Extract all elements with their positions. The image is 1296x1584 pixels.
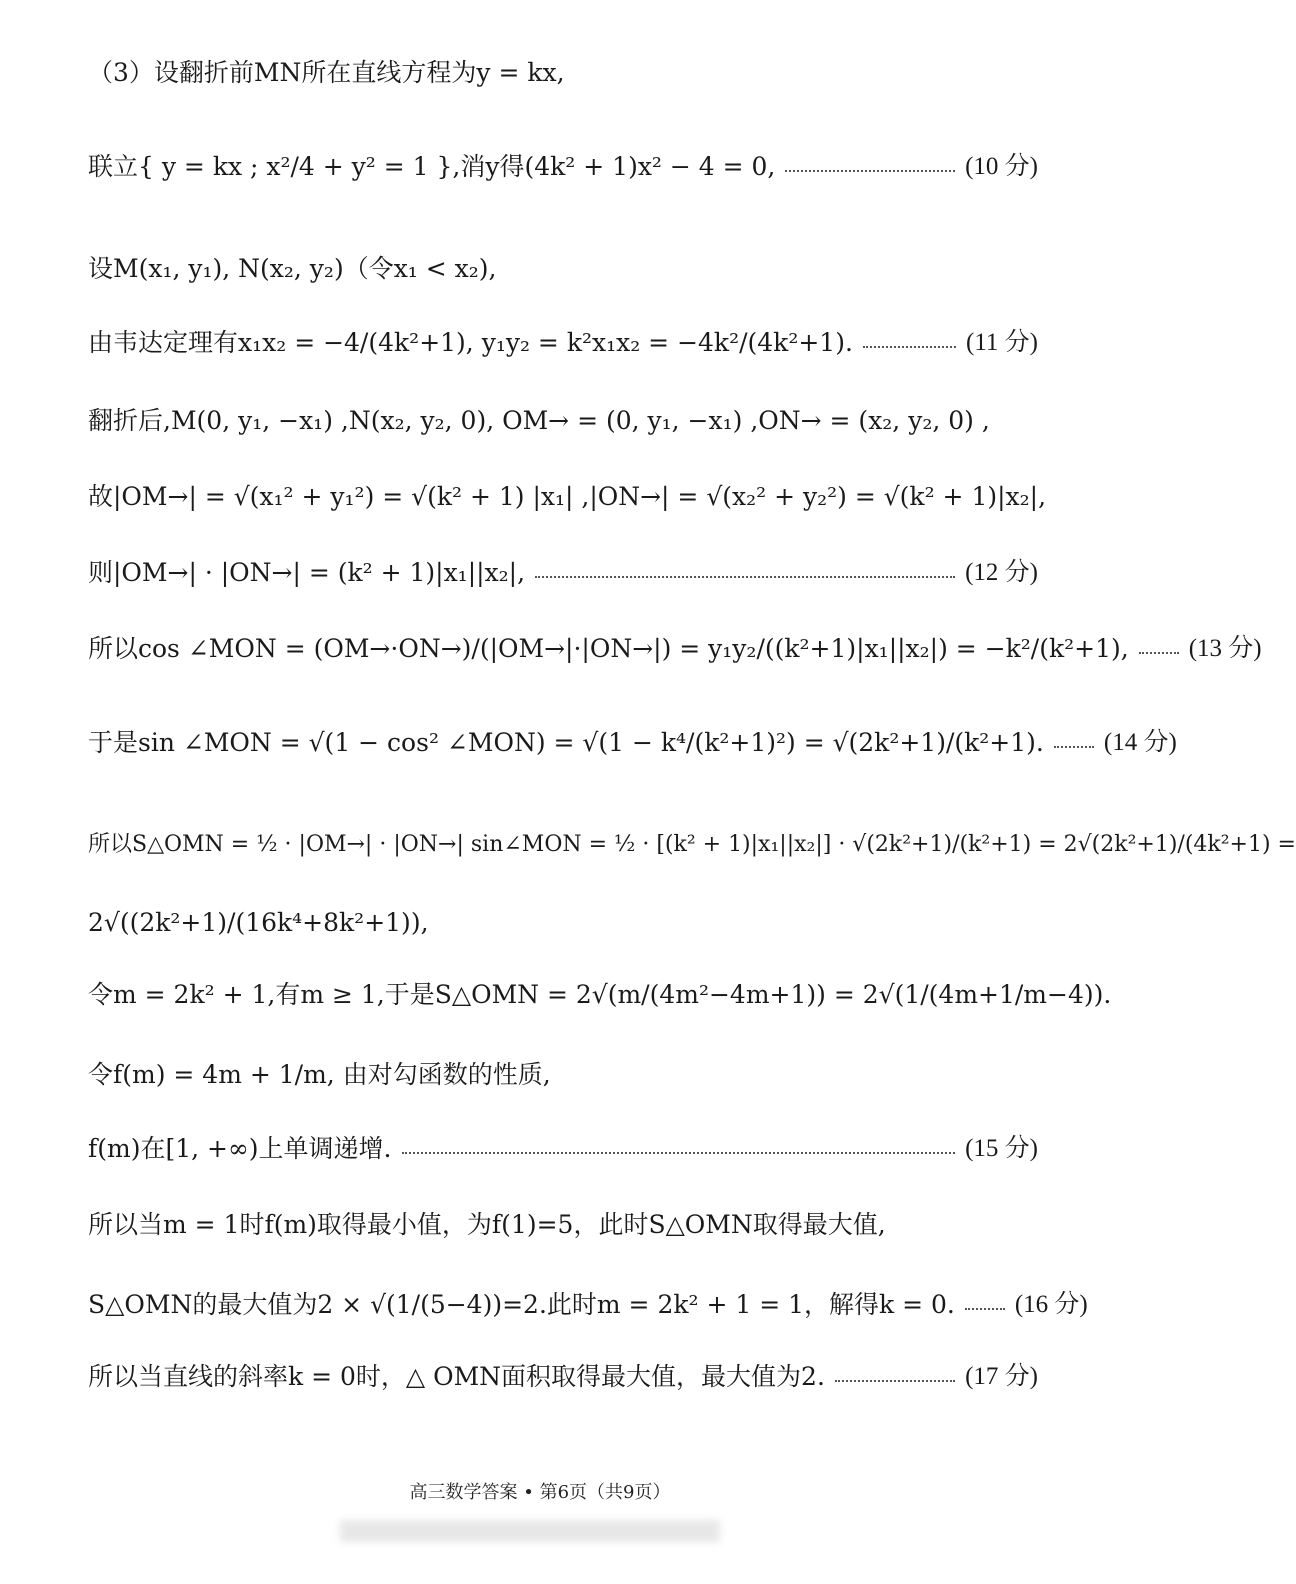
page-footer: 高三数学答案 • 第6页（共9页）: [409, 1482, 671, 1503]
line-17-text: 所以当直线的斜率k = 0时，△ OMN面积取得最大值，最大值为2.: [88, 1362, 825, 1391]
line-9-text: 于是sin ∠MON = √(1 − cos² ∠MON) = √(1 − k⁴/(k²+1)²) = √(2k²+1)/(k²+1).: [88, 728, 1044, 757]
line-11-text: 2√((2k²+1)/(16k⁴+8k²+1)),: [88, 908, 429, 937]
line-13: [88, 1058, 1038, 1092]
line-6-text: 故|OM→| = √(x₁² + y₁²) = √(k² + 1) |x₁| ,|ON→| = √(x₂² + y₂²) = √(k² + 1)|x₂|,: [88, 482, 1047, 511]
score-11: (11 分): [966, 329, 1038, 356]
leader-dots: [535, 576, 955, 578]
leader-dots: [1054, 746, 1094, 748]
line-13-text: 令f(m) = 4m + 1/m, 由对勾函数的性质,: [88, 1060, 551, 1089]
line-10: [88, 828, 1296, 862]
line-1: [88, 56, 1038, 90]
line-16-text: S△OMN的最大值为2 × √(1/(5−4))=2.此时m = 2k² + 1 = 1，解得k = 0.: [88, 1290, 955, 1319]
line-2-text: 联立{ y = kx ; x²/4 + y² = 1 },消y得(4k² + 1)x² − 4 = 0,: [88, 152, 776, 181]
leader-dots: [402, 1152, 956, 1154]
score-13: (13 分): [1188, 635, 1262, 662]
line-1-text: （3）设翻折前MN所在直线方程为y = kx,: [88, 58, 565, 87]
line-11: [88, 906, 1038, 940]
line-3-text: 设M(x₁, y₁), N(x₂, y₂)（令x₁ < x₂),: [88, 254, 497, 283]
line-7-text: 则|OM→| · |ON→| = (k² + 1)|x₁||x₂|,: [88, 558, 526, 587]
score-16: (16 分): [1014, 1291, 1088, 1318]
leader-dots: [835, 1380, 955, 1382]
line-12-text: 令m = 2k² + 1,有m ≥ 1,于是S△OMN = 2√(m/(4m²−4m+1)) = 2√(1/(4m+1/m−4)).: [88, 980, 1112, 1009]
line-4: [88, 326, 1038, 360]
line-3: [88, 252, 1038, 286]
score-17: (17 分): [965, 1363, 1038, 1390]
line-5-text: 翻折后,M(0, y₁, −x₁) ,N(x₂, y₂, 0), OM→ = (0, y₁, −x₁) ,ON→ = (x₂, y₂, 0) ,: [88, 406, 990, 435]
line-14: [88, 1132, 1038, 1166]
line-10-text: 所以S△OMN = ½ · |OM→| · |ON→| sin∠MON = ½ · [(k² + 1)|x₁||x₂|] · √(2k²+1)/(k²+1) = 2√(2k²+1)/(4k²+1) =: [88, 832, 1296, 857]
score-12: (12 分): [965, 559, 1038, 586]
line-4-text: 由韦达定理有x₁x₂ = −4/(4k²+1), y₁y₂ = k²x₁x₂ = −4k²/(4k²+1).: [88, 328, 853, 357]
leader-dots: [1139, 652, 1179, 654]
line-2: [88, 150, 1038, 184]
line-8-text: 所以cos ∠MON = (OM→·ON→)/(|OM→|·|ON→|) = y₁y₂/((k²+1)|x₁||x₂|) = −k²/(k²+1),: [88, 634, 1129, 663]
leader-dots: [965, 1308, 1005, 1310]
line-9: [88, 726, 1177, 760]
line-16: [88, 1288, 1088, 1322]
line-5: [88, 404, 1038, 438]
line-7: [88, 556, 1038, 590]
score-14: (14 分): [1103, 729, 1177, 756]
score-15: (15 分): [965, 1135, 1038, 1162]
line-6: [88, 480, 1047, 514]
bleed-through-shadow: [340, 1520, 720, 1542]
score-10: (10 分): [965, 153, 1038, 180]
line-8: [88, 632, 1262, 666]
line-15-text: 所以当m = 1时f(m)取得最小值，为f(1)=5，此时S△OMN取得最大值,: [88, 1210, 886, 1239]
leader-dots: [863, 346, 956, 348]
line-12: [88, 978, 1112, 1012]
line-17: [88, 1360, 1038, 1394]
line-15: [88, 1208, 1038, 1242]
leader-dots: [785, 170, 955, 172]
line-14-text: f(m)在[1, +∞)上单调递增.: [88, 1134, 392, 1163]
